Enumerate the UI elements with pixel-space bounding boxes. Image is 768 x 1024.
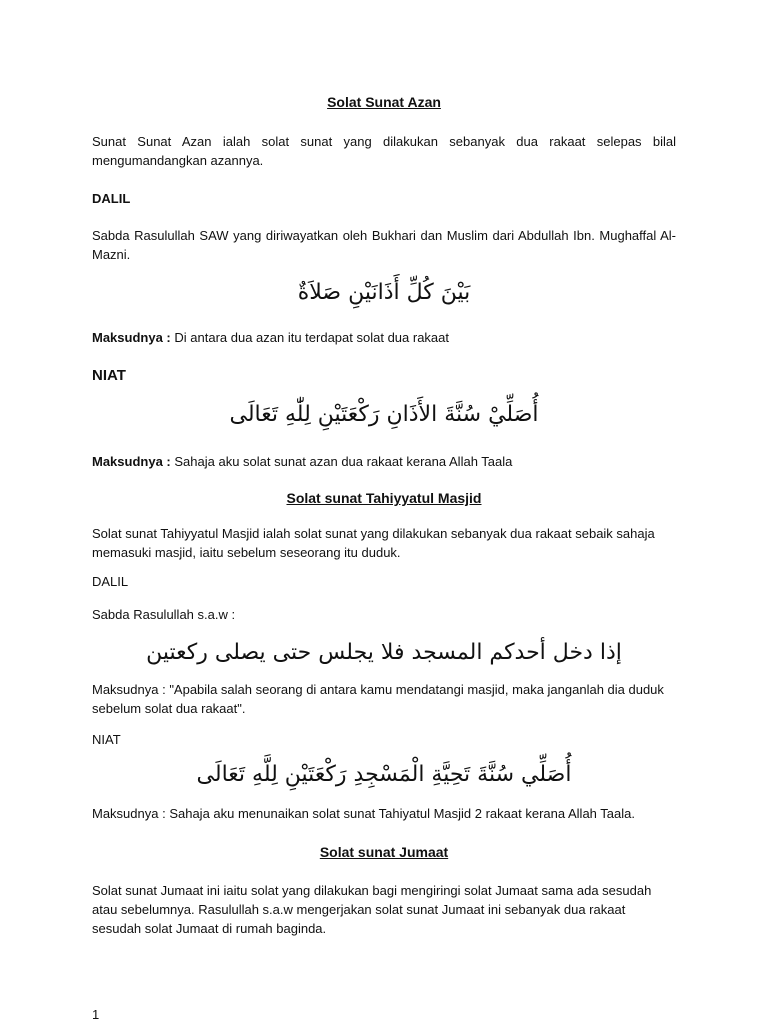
section3-title: Solat sunat Jumaat [319, 844, 449, 860]
section2-dalil-text: Sabda Rasulullah s.a.w : [92, 607, 236, 622]
section2-meaning: Maksudnya : "Apabila salah seorang di antara kamu mendatangi masjid, maka janganlah dia duduk sebelum solat dua rakaat". [92, 682, 664, 716]
section2-title: Solat sunat Tahiyyatul Masjid [286, 490, 482, 506]
section1-title: Solat Sunat Azan [327, 94, 441, 110]
section1-niat-heading: NIAT [92, 367, 126, 384]
section2-dalil-heading: DALIL [92, 574, 129, 589]
section1-dalil-heading: DALIL [92, 191, 131, 206]
section1-niat-arabic: أُصَلِّيْ سُنَّةَ الأَذَانِ رَكْعَتَيْنِ لِلّٰهِ تَعَالَى [229, 402, 539, 427]
section2-niat-meaning: Maksudnya : Sahaja aku menunaikan solat sunat Tahiyatul Masjid 2 rakaat kerana Allah Taala. [92, 806, 635, 821]
section2-niat-heading: NIAT [92, 732, 121, 747]
section1-niat-meaning-label: Maksudnya : [92, 454, 171, 469]
section2-intro: Solat sunat Tahiyyatul Masjid ialah solat sunat yang dilakukan sebanyak dua rakaat sebaik sahaja memasuki masjid, iaitu sebelum seseorang itu duduk. [92, 526, 655, 560]
page-number: 1 [92, 1007, 100, 1022]
section3-intro: Solat sunat Jumaat ini iaitu solat yang dilakukan bagi mengiringi solat Jumaat sama ada sesudah atau sebelumnya. Rasulullah s.a.w mengerjakan solat sunat Jumaat ini sebanyak dua rakaat sesudah solat Jumaat di rumah baginda. [92, 883, 652, 936]
section1-meaning [92, 328, 676, 347]
section1-dalil-text: Sabda Rasulullah SAW yang diriwayatkan oleh Bukhari dan Muslim dari Abdullah Ibn. Mughaffal Al-Mazni. [92, 228, 676, 262]
section1-intro: Sunat Sunat Azan ialah solat sunat yang dilakukan sebanyak dua rakaat selepas bilal mengumandangkan azannya. [92, 134, 676, 168]
section1-niat-meaning-text: Sahaja aku solat sunat azan dua rakaat kerana Allah Taala [174, 454, 513, 469]
section2-hadith-arabic: إذا دخل أحدكم المسجد فلا يجلس حتى يصلى ركعتين [146, 640, 622, 665]
section1-hadith-arabic: بَيْنَ كُلِّ أَذَانَيْنِ صَلاَةٌ [297, 280, 471, 305]
section1-meaning-text: Di antara dua azan itu terdapat solat dua rakaat [174, 330, 449, 345]
section1-meaning-label: Maksudnya : [92, 330, 171, 345]
section2-niat-arabic: أُصَلِّي سُنَّةَ تَحِيَّةِ الْمَسْجِدِ رَكْعَتَيْنِ لِلَّهِ تَعَالَى [196, 762, 572, 787]
section1-niat-meaning [92, 452, 676, 471]
